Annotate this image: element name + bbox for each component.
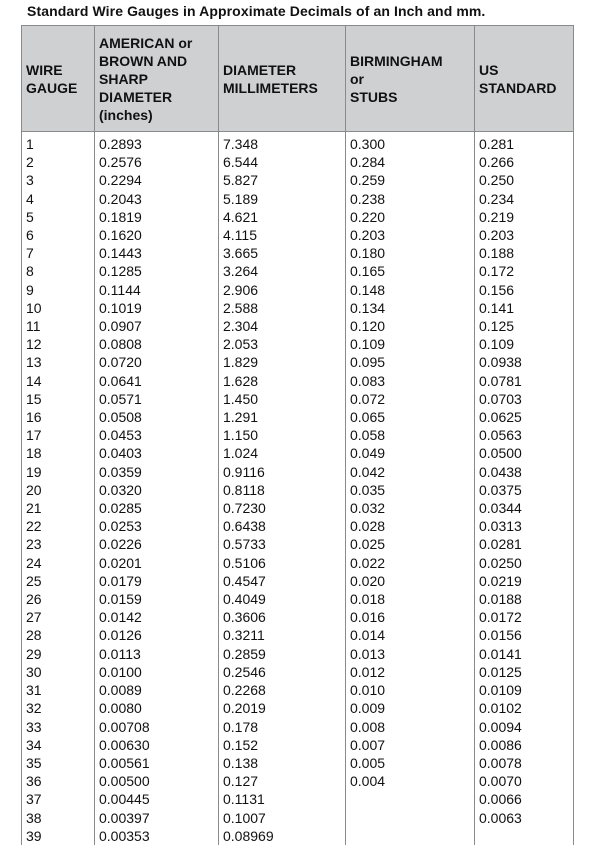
cell-american-diameter: 0.00353 (95, 827, 219, 845)
cell-wire-gauge: 27 (22, 608, 95, 626)
wire-gauge-table (21, 25, 574, 845)
cell-american-diameter: 0.0142 (95, 608, 219, 626)
cell-birmingham-stubs: 0.095 (346, 353, 475, 371)
cell-diameter-mm: 1.450 (219, 390, 346, 408)
cell-wire-gauge: 7 (22, 244, 95, 262)
cell-birmingham-stubs: 0.018 (346, 590, 475, 608)
cell-wire-gauge: 39 (22, 827, 95, 845)
cell-wire-gauge: 5 (22, 208, 95, 226)
cell-us-standard: 0.0141 (475, 645, 574, 663)
table-row (22, 517, 574, 535)
cell-diameter-mm: 0.127 (219, 772, 346, 790)
cell-wire-gauge: 11 (22, 317, 95, 335)
cell-american-diameter: 0.1144 (95, 281, 219, 299)
cell-birmingham-stubs: 0.220 (346, 208, 475, 226)
table-row (22, 608, 574, 626)
cell-diameter-mm: 1.150 (219, 426, 346, 444)
cell-diameter-mm: 0.1131 (219, 790, 346, 808)
cell-birmingham-stubs: 0.300 (346, 132, 475, 154)
cell-diameter-mm: 5.827 (219, 171, 346, 189)
cell-diameter-mm: 2.588 (219, 299, 346, 317)
cell-wire-gauge: 36 (22, 772, 95, 790)
cell-us-standard: 0.0172 (475, 608, 574, 626)
cell-american-diameter: 0.0808 (95, 335, 219, 353)
table-row (22, 572, 574, 590)
cell-wire-gauge: 9 (22, 281, 95, 299)
cell-wire-gauge: 38 (22, 809, 95, 827)
cell-diameter-mm: 0.2019 (219, 699, 346, 717)
table-body (22, 132, 574, 845)
cell-wire-gauge: 32 (22, 699, 95, 717)
cell-wire-gauge: 31 (22, 681, 95, 699)
table-row (22, 426, 574, 444)
cell-diameter-mm: 1.291 (219, 408, 346, 426)
cell-american-diameter: 0.1443 (95, 244, 219, 262)
cell-american-diameter: 0.2043 (95, 190, 219, 208)
cell-us-standard: 0.0070 (475, 772, 574, 790)
table-row (22, 226, 574, 244)
table-row (22, 390, 574, 408)
cell-birmingham-stubs: 0.014 (346, 626, 475, 644)
cell-us-standard: 0.0219 (475, 572, 574, 590)
cell-wire-gauge: 24 (22, 554, 95, 572)
cell-diameter-mm: 0.5733 (219, 535, 346, 553)
cell-birmingham-stubs: 0.165 (346, 262, 475, 280)
cell-american-diameter: 0.1620 (95, 226, 219, 244)
cell-diameter-mm: 0.4049 (219, 590, 346, 608)
cell-wire-gauge: 6 (22, 226, 95, 244)
cell-us-standard: 0.234 (475, 190, 574, 208)
cell-birmingham-stubs: 0.134 (346, 299, 475, 317)
cell-american-diameter: 0.2893 (95, 132, 219, 154)
cell-us-standard: 0.0781 (475, 372, 574, 390)
cell-diameter-mm: 0.7230 (219, 499, 346, 517)
cell-birmingham-stubs: 0.022 (346, 554, 475, 572)
cell-diameter-mm: 2.906 (219, 281, 346, 299)
cell-us-standard: 0.0094 (475, 718, 574, 736)
cell-birmingham-stubs: 0.008 (346, 718, 475, 736)
table-row (22, 754, 574, 772)
cell-wire-gauge: 13 (22, 353, 95, 371)
cell-wire-gauge: 35 (22, 754, 95, 772)
column-header-american-diameter: AMERICAN or BROWN AND SHARP DIAMETER (inches) (95, 26, 219, 132)
cell-diameter-mm: 0.8118 (219, 481, 346, 499)
cell-birmingham-stubs: 0.072 (346, 390, 475, 408)
cell-us-standard: 0.0375 (475, 481, 574, 499)
cell-diameter-mm: 0.1007 (219, 809, 346, 827)
cell-wire-gauge: 15 (22, 390, 95, 408)
cell-wire-gauge: 8 (22, 262, 95, 280)
cell-birmingham-stubs: 0.083 (346, 372, 475, 390)
cell-us-standard: 0.156 (475, 281, 574, 299)
cell-wire-gauge: 25 (22, 572, 95, 590)
cell-american-diameter: 0.0453 (95, 426, 219, 444)
page-title: Standard Wire Gauges in Approximate Decimals of an Inch and mm. (27, 3, 486, 19)
cell-us-standard: 0.0625 (475, 408, 574, 426)
cell-diameter-mm: 3.665 (219, 244, 346, 262)
cell-wire-gauge: 1 (22, 132, 95, 154)
cell-american-diameter: 0.00708 (95, 718, 219, 736)
cell-wire-gauge: 33 (22, 718, 95, 736)
cell-diameter-mm: 0.2268 (219, 681, 346, 699)
cell-us-standard: 0.266 (475, 153, 574, 171)
cell-birmingham-stubs: 0.259 (346, 171, 475, 189)
cell-american-diameter: 0.0113 (95, 645, 219, 663)
column-header-diameter-millimeters: DIAMETER MILLIMETERS (219, 26, 346, 132)
cell-birmingham-stubs: 0.025 (346, 535, 475, 553)
table-row (22, 463, 574, 481)
cell-american-diameter: 0.00630 (95, 736, 219, 754)
cell-us-standard: 0.0156 (475, 626, 574, 644)
cell-diameter-mm: 0.5106 (219, 554, 346, 572)
table-row (22, 335, 574, 353)
table-row (22, 317, 574, 335)
cell-us-standard: 0.0102 (475, 699, 574, 717)
table-row (22, 281, 574, 299)
cell-american-diameter: 0.0080 (95, 699, 219, 717)
cell-us-standard: 0.0125 (475, 663, 574, 681)
cell-wire-gauge: 18 (22, 444, 95, 462)
cell-american-diameter: 0.0571 (95, 390, 219, 408)
cell-american-diameter: 0.0907 (95, 317, 219, 335)
cell-us-standard: 0.0563 (475, 426, 574, 444)
cell-birmingham-stubs: 0.042 (346, 463, 475, 481)
cell-american-diameter: 0.1019 (95, 299, 219, 317)
cell-diameter-mm: 0.138 (219, 754, 346, 772)
cell-american-diameter: 0.2576 (95, 153, 219, 171)
table-row (22, 718, 574, 736)
cell-birmingham-stubs: 0.058 (346, 426, 475, 444)
cell-us-standard: 0.172 (475, 262, 574, 280)
cell-birmingham-stubs: 0.284 (346, 153, 475, 171)
cell-american-diameter: 0.00500 (95, 772, 219, 790)
table-row (22, 699, 574, 717)
cell-wire-gauge: 23 (22, 535, 95, 553)
cell-birmingham-stubs: 0.238 (346, 190, 475, 208)
cell-us-standard: 0.109 (475, 335, 574, 353)
cell-birmingham-stubs: 0.010 (346, 681, 475, 699)
cell-birmingham-stubs: 0.148 (346, 281, 475, 299)
cell-diameter-mm: 5.189 (219, 190, 346, 208)
table-row (22, 663, 574, 681)
column-header-wire-gauge: WIRE GAUGE (22, 26, 95, 132)
cell-us-standard: 0.0500 (475, 444, 574, 462)
table-row (22, 208, 574, 226)
cell-us-standard: 0.0313 (475, 517, 574, 535)
table-row (22, 481, 574, 499)
cell-us-standard: 0.188 (475, 244, 574, 262)
table-row (22, 590, 574, 608)
cell-american-diameter: 0.0126 (95, 626, 219, 644)
cell-birmingham-stubs: 0.203 (346, 226, 475, 244)
cell-diameter-mm: 0.4547 (219, 572, 346, 590)
cell-birmingham-stubs: 0.028 (346, 517, 475, 535)
cell-diameter-mm: 0.3211 (219, 626, 346, 644)
cell-birmingham-stubs: 0.016 (346, 608, 475, 626)
cell-birmingham-stubs: 0.032 (346, 499, 475, 517)
cell-diameter-mm: 0.152 (219, 736, 346, 754)
cell-us-standard: 0.0344 (475, 499, 574, 517)
cell-diameter-mm: 1.829 (219, 353, 346, 371)
cell-diameter-mm: 0.9116 (219, 463, 346, 481)
cell-birmingham-stubs: 0.035 (346, 481, 475, 499)
cell-birmingham-stubs (346, 827, 475, 845)
cell-diameter-mm: 4.621 (219, 208, 346, 226)
cell-wire-gauge: 34 (22, 736, 95, 754)
cell-american-diameter: 0.0100 (95, 663, 219, 681)
cell-us-standard: 0.0281 (475, 535, 574, 553)
cell-birmingham-stubs: 0.013 (346, 645, 475, 663)
cell-wire-gauge: 14 (22, 372, 95, 390)
cell-us-standard: 0.281 (475, 132, 574, 154)
cell-wire-gauge: 29 (22, 645, 95, 663)
cell-diameter-mm: 2.053 (219, 335, 346, 353)
cell-us-standard: 0.0109 (475, 681, 574, 699)
cell-diameter-mm: 3.264 (219, 262, 346, 280)
table-row (22, 171, 574, 189)
table-row (22, 262, 574, 280)
cell-american-diameter: 0.0359 (95, 463, 219, 481)
cell-diameter-mm: 0.2859 (219, 645, 346, 663)
cell-american-diameter: 0.0179 (95, 572, 219, 590)
table-row (22, 681, 574, 699)
cell-wire-gauge: 20 (22, 481, 95, 499)
cell-american-diameter: 0.0285 (95, 499, 219, 517)
cell-american-diameter: 0.0226 (95, 535, 219, 553)
cell-birmingham-stubs: 0.049 (346, 444, 475, 462)
cell-american-diameter: 0.00397 (95, 809, 219, 827)
cell-us-standard: 0.0703 (475, 390, 574, 408)
cell-wire-gauge: 10 (22, 299, 95, 317)
table-row (22, 772, 574, 790)
table-row (22, 299, 574, 317)
table-row (22, 554, 574, 572)
cell-birmingham-stubs: 0.012 (346, 663, 475, 681)
table-row (22, 809, 574, 827)
cell-american-diameter: 0.0641 (95, 372, 219, 390)
cell-american-diameter: 0.0720 (95, 353, 219, 371)
table-row (22, 353, 574, 371)
cell-american-diameter: 0.2294 (95, 171, 219, 189)
cell-wire-gauge: 22 (22, 517, 95, 535)
table-row (22, 408, 574, 426)
table-row (22, 645, 574, 663)
table-row (22, 626, 574, 644)
table-row (22, 499, 574, 517)
column-header-us-standard: US STANDARD (475, 26, 574, 132)
cell-wire-gauge: 12 (22, 335, 95, 353)
cell-american-diameter: 0.0508 (95, 408, 219, 426)
cell-birmingham-stubs: 0.009 (346, 699, 475, 717)
column-header-birmingham-stubs: BIRMINGHAM or STUBS (346, 26, 475, 132)
cell-birmingham-stubs: 0.004 (346, 772, 475, 790)
cell-birmingham-stubs: 0.180 (346, 244, 475, 262)
table-row (22, 244, 574, 262)
cell-us-standard: 0.250 (475, 171, 574, 189)
cell-birmingham-stubs: 0.120 (346, 317, 475, 335)
cell-us-standard: 0.141 (475, 299, 574, 317)
cell-diameter-mm: 2.304 (219, 317, 346, 335)
cell-wire-gauge: 37 (22, 790, 95, 808)
cell-birmingham-stubs: 0.007 (346, 736, 475, 754)
table-row (22, 153, 574, 171)
cell-diameter-mm: 0.08969 (219, 827, 346, 845)
cell-birmingham-stubs: 0.065 (346, 408, 475, 426)
cell-us-standard: 0.219 (475, 208, 574, 226)
cell-us-standard (475, 827, 574, 845)
table-row (22, 736, 574, 754)
cell-wire-gauge: 26 (22, 590, 95, 608)
cell-us-standard: 0.0250 (475, 554, 574, 572)
cell-birmingham-stubs: 0.109 (346, 335, 475, 353)
cell-us-standard: 0.0438 (475, 463, 574, 481)
cell-wire-gauge: 3 (22, 171, 95, 189)
cell-us-standard: 0.0086 (475, 736, 574, 754)
table-row (22, 190, 574, 208)
cell-diameter-mm: 6.544 (219, 153, 346, 171)
cell-us-standard: 0.0063 (475, 809, 574, 827)
cell-wire-gauge: 17 (22, 426, 95, 444)
cell-us-standard: 0.0188 (475, 590, 574, 608)
cell-wire-gauge: 16 (22, 408, 95, 426)
cell-us-standard: 0.0066 (475, 790, 574, 808)
cell-american-diameter: 0.0201 (95, 554, 219, 572)
cell-american-diameter: 0.1285 (95, 262, 219, 280)
cell-us-standard: 0.203 (475, 226, 574, 244)
cell-wire-gauge: 4 (22, 190, 95, 208)
cell-us-standard: 0.0078 (475, 754, 574, 772)
cell-diameter-mm: 1.628 (219, 372, 346, 390)
table-row (22, 372, 574, 390)
cell-american-diameter: 0.0403 (95, 444, 219, 462)
table-row (22, 535, 574, 553)
cell-diameter-mm: 0.3606 (219, 608, 346, 626)
cell-american-diameter: 0.0320 (95, 481, 219, 499)
cell-wire-gauge: 21 (22, 499, 95, 517)
cell-diameter-mm: 7.348 (219, 132, 346, 154)
cell-birmingham-stubs: 0.005 (346, 754, 475, 772)
table-header-row (22, 26, 574, 132)
cell-wire-gauge: 2 (22, 153, 95, 171)
cell-american-diameter: 0.00445 (95, 790, 219, 808)
cell-american-diameter: 0.0159 (95, 590, 219, 608)
table-row (22, 827, 574, 845)
cell-us-standard: 0.0938 (475, 353, 574, 371)
cell-birmingham-stubs (346, 809, 475, 827)
table-row (22, 132, 574, 154)
cell-american-diameter: 0.0089 (95, 681, 219, 699)
cell-us-standard: 0.125 (475, 317, 574, 335)
cell-diameter-mm: 0.178 (219, 718, 346, 736)
cell-birmingham-stubs (346, 790, 475, 808)
cell-diameter-mm: 1.024 (219, 444, 346, 462)
table-row (22, 444, 574, 462)
cell-diameter-mm: 0.6438 (219, 517, 346, 535)
cell-wire-gauge: 19 (22, 463, 95, 481)
table-row (22, 790, 574, 808)
cell-diameter-mm: 0.2546 (219, 663, 346, 681)
cell-american-diameter: 0.0253 (95, 517, 219, 535)
cell-american-diameter: 0.1819 (95, 208, 219, 226)
cell-wire-gauge: 28 (22, 626, 95, 644)
cell-wire-gauge: 30 (22, 663, 95, 681)
cell-birmingham-stubs: 0.020 (346, 572, 475, 590)
cell-diameter-mm: 4.115 (219, 226, 346, 244)
cell-american-diameter: 0.00561 (95, 754, 219, 772)
